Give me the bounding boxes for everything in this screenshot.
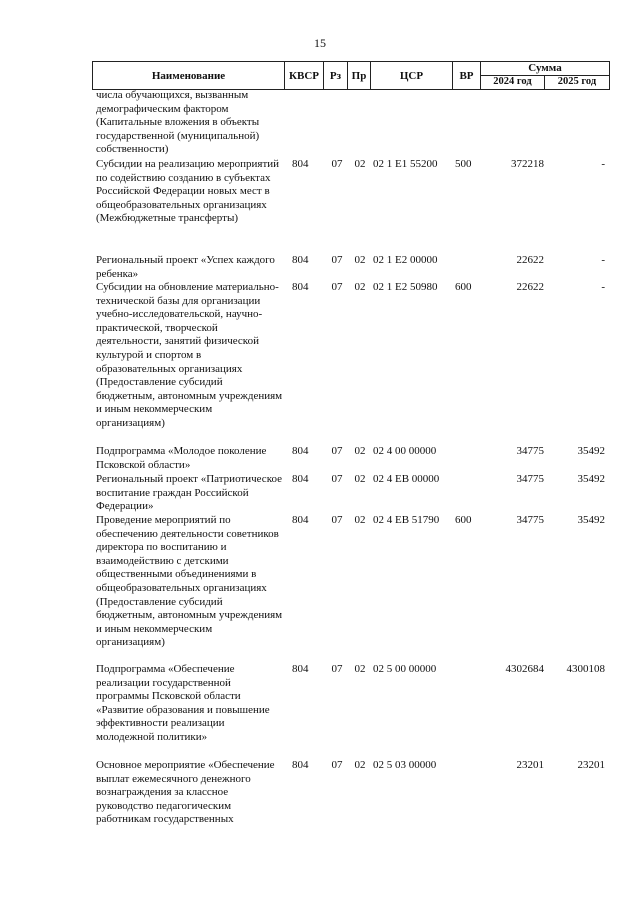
header-rz: Рз [324, 62, 348, 89]
row-sum-2025: 23201 [577, 759, 605, 771]
row-pr: 02 [354, 254, 366, 266]
header-year-2024: 2024 год [481, 75, 545, 89]
table-row [93, 663, 608, 759]
row-pr: 02 [354, 514, 366, 526]
row-sum-2024: 34775 [516, 445, 544, 457]
table-row [93, 281, 608, 445]
row-vr: 600 [455, 281, 472, 293]
row-kvsr: 804 [292, 254, 309, 266]
row-sum-2024: 372218 [511, 158, 544, 170]
row-pr: 02 [354, 759, 366, 771]
row-csr: 02 5 00 00000 [373, 663, 437, 675]
row-kvsr: 804 [292, 663, 309, 675]
table-row [93, 254, 608, 281]
table-row [93, 89, 608, 158]
row-csr: 02 1 E1 55200 [373, 158, 438, 170]
row-csr: 02 4 00 00000 [373, 445, 437, 457]
header-pr: Пр [348, 62, 371, 89]
row-vr: 500 [455, 158, 472, 170]
row-csr: 02 4 EB 51790 [373, 514, 440, 526]
row-pr: 02 [354, 158, 366, 170]
header-sum-group [481, 62, 609, 89]
row-sum-2024: 4302684 [505, 663, 544, 675]
row-rz: 07 [331, 445, 343, 457]
row-name: Подпрограмма «Обеспечение реализации государственной программы Псковской области «Развитие образования и повышение эффективности реализации молодежной политики» [96, 663, 270, 743]
row-csr: 02 1 E2 50980 [373, 281, 438, 293]
table-body [93, 89, 608, 841]
row-rz: 07 [331, 473, 343, 485]
table-row [93, 759, 608, 841]
row-pr: 02 [354, 663, 366, 675]
page-number: 15 [314, 36, 326, 50]
header-csr: ЦСР [371, 62, 453, 89]
row-csr: 02 1 E2 00000 [373, 254, 438, 266]
row-rz: 07 [331, 663, 343, 675]
row-name: Подпрограмма «Молодое поколение Псковской области» [96, 445, 267, 471]
row-vr: 600 [455, 514, 472, 526]
table-row [93, 514, 608, 663]
row-rz: 07 [331, 281, 343, 293]
row-name: числа обучающихся, вызванным демографическим фактором (Капитальные вложения в объекты государственной (муниципальной) собственности) [96, 89, 260, 156]
row-csr: 02 4 EB 00000 [373, 473, 440, 485]
table-row [93, 158, 608, 254]
row-name: Основное мероприятие «Обеспечение выплат ежемесячного денежного вознаграждения за классное руководство педагогическим работникам государственных [96, 759, 275, 826]
table-row [93, 445, 608, 473]
row-pr: 02 [354, 473, 366, 485]
header-vr: ВР [453, 62, 481, 89]
row-kvsr: 804 [292, 445, 309, 457]
row-name: Региональный проект «Патриотическое воспитание граждан Российской Федерации» [96, 473, 282, 513]
row-kvsr: 804 [292, 158, 309, 170]
row-sum-2025: - [601, 254, 605, 266]
row-kvsr: 804 [292, 759, 309, 771]
row-rz: 07 [331, 254, 343, 266]
row-csr: 02 5 03 00000 [373, 759, 437, 771]
table-header [92, 61, 610, 90]
header-sum: Сумма [481, 62, 609, 76]
row-sum-2025: 35492 [577, 514, 605, 526]
row-sum-2025: 35492 [577, 445, 605, 457]
row-sum-2024: 34775 [516, 473, 544, 485]
row-sum-2024: 22622 [516, 254, 544, 266]
row-sum-2024: 22622 [516, 281, 544, 293]
row-kvsr: 804 [292, 473, 309, 485]
row-name: Региональный проект «Успех каждого ребенка» [96, 254, 275, 280]
row-pr: 02 [354, 281, 366, 293]
row-sum-2025: - [601, 158, 605, 170]
table-row [93, 473, 608, 514]
row-kvsr: 804 [292, 514, 309, 526]
row-kvsr: 804 [292, 281, 309, 293]
row-pr: 02 [354, 445, 366, 457]
header-year-2025: 2025 год [557, 76, 597, 87]
row-sum-2025: 35492 [577, 473, 605, 485]
row-sum-2024: 23201 [516, 759, 544, 771]
row-rz: 07 [331, 158, 343, 170]
row-name: Субсидии на реализацию мероприятий по содействию созданию в субъектах Российской Федерации новых мест в общеобразовательных организациях (Межбюджетные трансферты) [96, 158, 280, 225]
header-kvsr: КВСР [285, 62, 324, 89]
row-sum-2025: - [601, 281, 605, 293]
row-rz: 07 [331, 514, 343, 526]
row-sum-2024: 34775 [516, 514, 544, 526]
row-sum-2025: 4300108 [566, 663, 605, 675]
row-name: Субсидии на обновление материально-технической базы для организации учебно-исследовательской, научно-практической, творческой деятельности, занятий физической культурой и спортом в образовательных организациях (Предоставление субсидий бюджетным, автономным учреждениям и иным некоммерческим организациям) [96, 281, 283, 429]
header-name: Наименование [93, 62, 285, 89]
row-name: Проведение мероприятий по обеспечению деятельности советников директора по воспитанию и взаимодействию с детскими общественными объединениями в общеобразовательных организациях (Предоставление субсидий бюджетным, автономным учреждениям и иным некоммерческим организациям) [96, 514, 283, 649]
row-rz: 07 [331, 759, 343, 771]
